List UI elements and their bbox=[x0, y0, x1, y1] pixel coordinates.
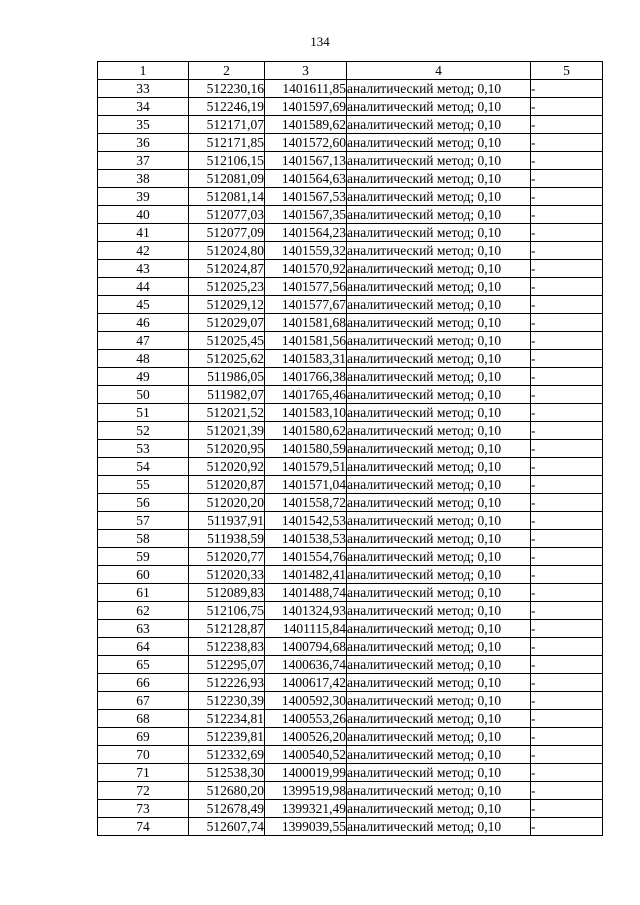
x-coordinate-cell: 512077,03 bbox=[189, 206, 265, 224]
point-number-cell: 36 bbox=[98, 134, 189, 152]
point-number-cell: 66 bbox=[98, 674, 189, 692]
table-row bbox=[98, 260, 603, 278]
x-coordinate-cell: 512020,87 bbox=[189, 476, 265, 494]
x-coordinate-cell: 512678,49 bbox=[189, 800, 265, 818]
table-row bbox=[98, 296, 603, 314]
y-coordinate-cell: 1401577,67 bbox=[265, 296, 347, 314]
y-coordinate-cell: 1401583,10 bbox=[265, 404, 347, 422]
point-number-cell: 69 bbox=[98, 728, 189, 746]
remark-cell: - bbox=[531, 512, 603, 530]
x-coordinate-cell: 512024,80 bbox=[189, 242, 265, 260]
y-coordinate-cell: 1400526,20 bbox=[265, 728, 347, 746]
x-coordinate-cell: 512025,23 bbox=[189, 278, 265, 296]
table-row bbox=[98, 476, 603, 494]
remark-cell: - bbox=[531, 242, 603, 260]
method-accuracy-cell: аналитический метод; 0,10 bbox=[347, 224, 531, 242]
method-accuracy-cell: аналитический метод; 0,10 bbox=[347, 764, 531, 782]
method-accuracy-cell: аналитический метод; 0,10 bbox=[347, 710, 531, 728]
y-coordinate-cell: 1401581,68 bbox=[265, 314, 347, 332]
table-body bbox=[98, 80, 603, 836]
point-number-cell: 53 bbox=[98, 440, 189, 458]
remark-cell: - bbox=[531, 476, 603, 494]
x-coordinate-cell: 512234,81 bbox=[189, 710, 265, 728]
y-coordinate-cell: 1401554,76 bbox=[265, 548, 347, 566]
x-coordinate-cell: 512029,07 bbox=[189, 314, 265, 332]
remark-cell: - bbox=[531, 584, 603, 602]
remark-cell: - bbox=[531, 404, 603, 422]
remark-cell: - bbox=[531, 350, 603, 368]
x-coordinate-cell: 512106,15 bbox=[189, 152, 265, 170]
remark-cell: - bbox=[531, 314, 603, 332]
method-accuracy-cell: аналитический метод; 0,10 bbox=[347, 818, 531, 836]
point-number-cell: 54 bbox=[98, 458, 189, 476]
y-coordinate-cell: 1400553,26 bbox=[265, 710, 347, 728]
method-accuracy-cell: аналитический метод; 0,10 bbox=[347, 548, 531, 566]
method-accuracy-cell: аналитический метод; 0,10 bbox=[347, 152, 531, 170]
x-coordinate-cell: 512538,30 bbox=[189, 764, 265, 782]
y-coordinate-cell: 1401589,62 bbox=[265, 116, 347, 134]
y-coordinate-cell: 1401558,72 bbox=[265, 494, 347, 512]
table-row bbox=[98, 350, 603, 368]
method-accuracy-cell: аналитический метод; 0,10 bbox=[347, 206, 531, 224]
x-coordinate-cell: 512680,20 bbox=[189, 782, 265, 800]
point-number-cell: 71 bbox=[98, 764, 189, 782]
table-row bbox=[98, 188, 603, 206]
x-coordinate-cell: 512239,81 bbox=[189, 728, 265, 746]
method-accuracy-cell: аналитический метод; 0,10 bbox=[347, 602, 531, 620]
y-coordinate-cell: 1401567,13 bbox=[265, 152, 347, 170]
y-coordinate-cell: 1401571,04 bbox=[265, 476, 347, 494]
table-row bbox=[98, 512, 603, 530]
remark-cell: - bbox=[531, 170, 603, 188]
x-coordinate-cell: 512089,83 bbox=[189, 584, 265, 602]
table-row bbox=[98, 548, 603, 566]
x-coordinate-cell: 511986,05 bbox=[189, 368, 265, 386]
table-row bbox=[98, 566, 603, 584]
remark-cell: - bbox=[531, 296, 603, 314]
y-coordinate-cell: 1401611,85 bbox=[265, 80, 347, 98]
x-coordinate-cell: 511938,59 bbox=[189, 530, 265, 548]
point-number-cell: 37 bbox=[98, 152, 189, 170]
point-number-cell: 43 bbox=[98, 260, 189, 278]
y-coordinate-cell: 1401766,38 bbox=[265, 368, 347, 386]
method-accuracy-cell: аналитический метод; 0,10 bbox=[347, 80, 531, 98]
y-coordinate-cell: 1400019,99 bbox=[265, 764, 347, 782]
method-accuracy-cell: аналитический метод; 0,10 bbox=[347, 656, 531, 674]
x-coordinate-cell: 512020,92 bbox=[189, 458, 265, 476]
table-row bbox=[98, 530, 603, 548]
table-row bbox=[98, 674, 603, 692]
y-coordinate-cell: 1400592,30 bbox=[265, 692, 347, 710]
table-row bbox=[98, 656, 603, 674]
remark-cell: - bbox=[531, 368, 603, 386]
x-coordinate-cell: 512020,77 bbox=[189, 548, 265, 566]
method-accuracy-cell: аналитический метод; 0,10 bbox=[347, 386, 531, 404]
method-accuracy-cell: аналитический метод; 0,10 bbox=[347, 800, 531, 818]
point-number-cell: 33 bbox=[98, 80, 189, 98]
remark-cell: - bbox=[531, 224, 603, 242]
y-coordinate-cell: 1401583,31 bbox=[265, 350, 347, 368]
table-row bbox=[98, 116, 603, 134]
method-accuracy-cell: аналитический метод; 0,10 bbox=[347, 728, 531, 746]
point-number-cell: 41 bbox=[98, 224, 189, 242]
remark-cell: - bbox=[531, 638, 603, 656]
remark-cell: - bbox=[531, 710, 603, 728]
method-accuracy-cell: аналитический метод; 0,10 bbox=[347, 314, 531, 332]
y-coordinate-cell: 1401538,53 bbox=[265, 530, 347, 548]
method-accuracy-cell: аналитический метод; 0,10 bbox=[347, 422, 531, 440]
point-number-cell: 64 bbox=[98, 638, 189, 656]
page-number: 134 bbox=[310, 34, 330, 49]
x-coordinate-cell: 511982,07 bbox=[189, 386, 265, 404]
remark-cell: - bbox=[531, 152, 603, 170]
y-coordinate-cell: 1401572,60 bbox=[265, 134, 347, 152]
remark-cell: - bbox=[531, 98, 603, 116]
x-coordinate-cell: 512081,09 bbox=[189, 170, 265, 188]
x-coordinate-cell: 512226,93 bbox=[189, 674, 265, 692]
method-accuracy-cell: аналитический метод; 0,10 bbox=[347, 332, 531, 350]
y-coordinate-cell: 1400540,52 bbox=[265, 746, 347, 764]
y-coordinate-cell: 1401482,41 bbox=[265, 566, 347, 584]
method-accuracy-cell: аналитический метод; 0,10 bbox=[347, 476, 531, 494]
y-coordinate-cell: 1400636,74 bbox=[265, 656, 347, 674]
method-accuracy-cell: аналитический метод; 0,10 bbox=[347, 440, 531, 458]
x-coordinate-cell: 512029,12 bbox=[189, 296, 265, 314]
y-coordinate-cell: 1401577,56 bbox=[265, 278, 347, 296]
remark-cell: - bbox=[531, 656, 603, 674]
table-row bbox=[98, 440, 603, 458]
y-coordinate-cell: 1401567,53 bbox=[265, 188, 347, 206]
method-accuracy-cell: аналитический метод; 0,10 bbox=[347, 116, 531, 134]
table-row bbox=[98, 818, 603, 836]
method-accuracy-cell: аналитический метод; 0,10 bbox=[347, 458, 531, 476]
point-number-cell: 67 bbox=[98, 692, 189, 710]
x-coordinate-cell: 512332,69 bbox=[189, 746, 265, 764]
method-accuracy-cell: аналитический метод; 0,10 bbox=[347, 746, 531, 764]
method-accuracy-cell: аналитический метод; 0,10 bbox=[347, 584, 531, 602]
remark-cell: - bbox=[531, 278, 603, 296]
table-row bbox=[98, 242, 603, 260]
point-number-cell: 39 bbox=[98, 188, 189, 206]
point-number-cell: 63 bbox=[98, 620, 189, 638]
table-row bbox=[98, 80, 603, 98]
x-coordinate-cell: 512238,83 bbox=[189, 638, 265, 656]
remark-cell: - bbox=[531, 566, 603, 584]
method-accuracy-cell: аналитический метод; 0,10 bbox=[347, 494, 531, 512]
method-accuracy-cell: аналитический метод; 0,10 bbox=[347, 170, 531, 188]
table-row bbox=[98, 386, 603, 404]
point-number-cell: 73 bbox=[98, 800, 189, 818]
table-row bbox=[98, 800, 603, 818]
method-accuracy-cell: аналитический метод; 0,10 bbox=[347, 638, 531, 656]
table-row bbox=[98, 224, 603, 242]
point-number-cell: 62 bbox=[98, 602, 189, 620]
y-coordinate-cell: 1400794,68 bbox=[265, 638, 347, 656]
x-coordinate-cell: 512077,09 bbox=[189, 224, 265, 242]
x-coordinate-cell: 512020,20 bbox=[189, 494, 265, 512]
method-accuracy-cell: аналитический метод; 0,10 bbox=[347, 296, 531, 314]
method-accuracy-cell: аналитический метод; 0,10 bbox=[347, 260, 531, 278]
table-row bbox=[98, 710, 603, 728]
header-col-1: 1 bbox=[98, 62, 189, 80]
table-row bbox=[98, 620, 603, 638]
y-coordinate-cell: 1399519,98 bbox=[265, 782, 347, 800]
remark-cell: - bbox=[531, 206, 603, 224]
y-coordinate-cell: 1401542,53 bbox=[265, 512, 347, 530]
point-number-cell: 47 bbox=[98, 332, 189, 350]
point-number-cell: 56 bbox=[98, 494, 189, 512]
y-coordinate-cell: 1401324,93 bbox=[265, 602, 347, 620]
table-row bbox=[98, 494, 603, 512]
table-row bbox=[98, 134, 603, 152]
point-number-cell: 59 bbox=[98, 548, 189, 566]
y-coordinate-cell: 1399039,55 bbox=[265, 818, 347, 836]
point-number-cell: 48 bbox=[98, 350, 189, 368]
point-number-cell: 45 bbox=[98, 296, 189, 314]
header-row bbox=[98, 62, 603, 80]
x-coordinate-cell: 512024,87 bbox=[189, 260, 265, 278]
y-coordinate-cell: 1401579,51 bbox=[265, 458, 347, 476]
y-coordinate-cell: 1401488,74 bbox=[265, 584, 347, 602]
method-accuracy-cell: аналитический метод; 0,10 bbox=[347, 530, 531, 548]
table-row bbox=[98, 152, 603, 170]
point-number-cell: 40 bbox=[98, 206, 189, 224]
remark-cell: - bbox=[531, 260, 603, 278]
remark-cell: - bbox=[531, 746, 603, 764]
remark-cell: - bbox=[531, 620, 603, 638]
header-col-2: 2 bbox=[189, 62, 265, 80]
y-coordinate-cell: 1401564,63 bbox=[265, 170, 347, 188]
table-row bbox=[98, 278, 603, 296]
method-accuracy-cell: аналитический метод; 0,10 bbox=[347, 512, 531, 530]
x-coordinate-cell: 512020,33 bbox=[189, 566, 265, 584]
remark-cell: - bbox=[531, 728, 603, 746]
remark-cell: - bbox=[531, 422, 603, 440]
table-row bbox=[98, 638, 603, 656]
point-number-cell: 68 bbox=[98, 710, 189, 728]
table-row bbox=[98, 206, 603, 224]
coordinates-table bbox=[97, 61, 603, 836]
table-row bbox=[98, 782, 603, 800]
x-coordinate-cell: 512171,07 bbox=[189, 116, 265, 134]
method-accuracy-cell: аналитический метод; 0,10 bbox=[347, 242, 531, 260]
point-number-cell: 72 bbox=[98, 782, 189, 800]
x-coordinate-cell: 512021,52 bbox=[189, 404, 265, 422]
table-row bbox=[98, 692, 603, 710]
x-coordinate-cell: 512295,07 bbox=[189, 656, 265, 674]
x-coordinate-cell: 512081,14 bbox=[189, 188, 265, 206]
remark-cell: - bbox=[531, 116, 603, 134]
remark-cell: - bbox=[531, 764, 603, 782]
y-coordinate-cell: 1401570,92 bbox=[265, 260, 347, 278]
table-row bbox=[98, 368, 603, 386]
method-accuracy-cell: аналитический метод; 0,10 bbox=[347, 350, 531, 368]
method-accuracy-cell: аналитический метод; 0,10 bbox=[347, 98, 531, 116]
x-coordinate-cell: 512021,39 bbox=[189, 422, 265, 440]
table-header bbox=[98, 62, 603, 80]
x-coordinate-cell: 512025,45 bbox=[189, 332, 265, 350]
method-accuracy-cell: аналитический метод; 0,10 bbox=[347, 674, 531, 692]
point-number-cell: 42 bbox=[98, 242, 189, 260]
y-coordinate-cell: 1401115,84 bbox=[265, 620, 347, 638]
point-number-cell: 65 bbox=[98, 656, 189, 674]
table-row bbox=[98, 602, 603, 620]
table-row bbox=[98, 98, 603, 116]
x-coordinate-cell: 512171,85 bbox=[189, 134, 265, 152]
point-number-cell: 60 bbox=[98, 566, 189, 584]
x-coordinate-cell: 511937,91 bbox=[189, 512, 265, 530]
remark-cell: - bbox=[531, 458, 603, 476]
remark-cell: - bbox=[531, 818, 603, 836]
table-row bbox=[98, 422, 603, 440]
remark-cell: - bbox=[531, 494, 603, 512]
y-coordinate-cell: 1401564,23 bbox=[265, 224, 347, 242]
method-accuracy-cell: аналитический метод; 0,10 bbox=[347, 188, 531, 206]
point-number-cell: 55 bbox=[98, 476, 189, 494]
point-number-cell: 74 bbox=[98, 818, 189, 836]
point-number-cell: 51 bbox=[98, 404, 189, 422]
header-col-3: 3 bbox=[265, 62, 347, 80]
method-accuracy-cell: аналитический метод; 0,10 bbox=[347, 368, 531, 386]
point-number-cell: 50 bbox=[98, 386, 189, 404]
remark-cell: - bbox=[531, 782, 603, 800]
table-row bbox=[98, 764, 603, 782]
x-coordinate-cell: 512020,95 bbox=[189, 440, 265, 458]
method-accuracy-cell: аналитический метод; 0,10 bbox=[347, 620, 531, 638]
y-coordinate-cell: 1401580,62 bbox=[265, 422, 347, 440]
x-coordinate-cell: 512230,39 bbox=[189, 692, 265, 710]
table-row bbox=[98, 314, 603, 332]
method-accuracy-cell: аналитический метод; 0,10 bbox=[347, 782, 531, 800]
method-accuracy-cell: аналитический метод; 0,10 bbox=[347, 692, 531, 710]
table-row bbox=[98, 458, 603, 476]
point-number-cell: 34 bbox=[98, 98, 189, 116]
y-coordinate-cell: 1401559,32 bbox=[265, 242, 347, 260]
y-coordinate-cell: 1399321,49 bbox=[265, 800, 347, 818]
x-coordinate-cell: 512106,75 bbox=[189, 602, 265, 620]
table-row bbox=[98, 746, 603, 764]
point-number-cell: 58 bbox=[98, 530, 189, 548]
point-number-cell: 49 bbox=[98, 368, 189, 386]
remark-cell: - bbox=[531, 674, 603, 692]
y-coordinate-cell: 1401581,56 bbox=[265, 332, 347, 350]
point-number-cell: 61 bbox=[98, 584, 189, 602]
method-accuracy-cell: аналитический метод; 0,10 bbox=[347, 404, 531, 422]
point-number-cell: 44 bbox=[98, 278, 189, 296]
remark-cell: - bbox=[531, 530, 603, 548]
remark-cell: - bbox=[531, 602, 603, 620]
method-accuracy-cell: аналитический метод; 0,10 bbox=[347, 278, 531, 296]
method-accuracy-cell: аналитический метод; 0,10 bbox=[347, 566, 531, 584]
x-coordinate-cell: 512128,87 bbox=[189, 620, 265, 638]
header-col-5: 5 bbox=[531, 62, 603, 80]
method-accuracy-cell: аналитический метод; 0,10 bbox=[347, 134, 531, 152]
remark-cell: - bbox=[531, 332, 603, 350]
point-number-cell: 52 bbox=[98, 422, 189, 440]
remark-cell: - bbox=[531, 188, 603, 206]
point-number-cell: 57 bbox=[98, 512, 189, 530]
remark-cell: - bbox=[531, 692, 603, 710]
point-number-cell: 70 bbox=[98, 746, 189, 764]
table-row bbox=[98, 584, 603, 602]
remark-cell: - bbox=[531, 80, 603, 98]
point-number-cell: 38 bbox=[98, 170, 189, 188]
remark-cell: - bbox=[531, 548, 603, 566]
x-coordinate-cell: 512246,19 bbox=[189, 98, 265, 116]
remark-cell: - bbox=[531, 440, 603, 458]
x-coordinate-cell: 512607,74 bbox=[189, 818, 265, 836]
remark-cell: - bbox=[531, 386, 603, 404]
remark-cell: - bbox=[531, 134, 603, 152]
y-coordinate-cell: 1401597,69 bbox=[265, 98, 347, 116]
x-coordinate-cell: 512025,62 bbox=[189, 350, 265, 368]
table-row bbox=[98, 728, 603, 746]
x-coordinate-cell: 512230,16 bbox=[189, 80, 265, 98]
header-col-4: 4 bbox=[347, 62, 531, 80]
y-coordinate-cell: 1401580,59 bbox=[265, 440, 347, 458]
point-number-cell: 35 bbox=[98, 116, 189, 134]
y-coordinate-cell: 1401765,46 bbox=[265, 386, 347, 404]
y-coordinate-cell: 1400617,42 bbox=[265, 674, 347, 692]
table-row bbox=[98, 170, 603, 188]
remark-cell: - bbox=[531, 800, 603, 818]
y-coordinate-cell: 1401567,35 bbox=[265, 206, 347, 224]
table-row bbox=[98, 404, 603, 422]
table-row bbox=[98, 332, 603, 350]
point-number-cell: 46 bbox=[98, 314, 189, 332]
